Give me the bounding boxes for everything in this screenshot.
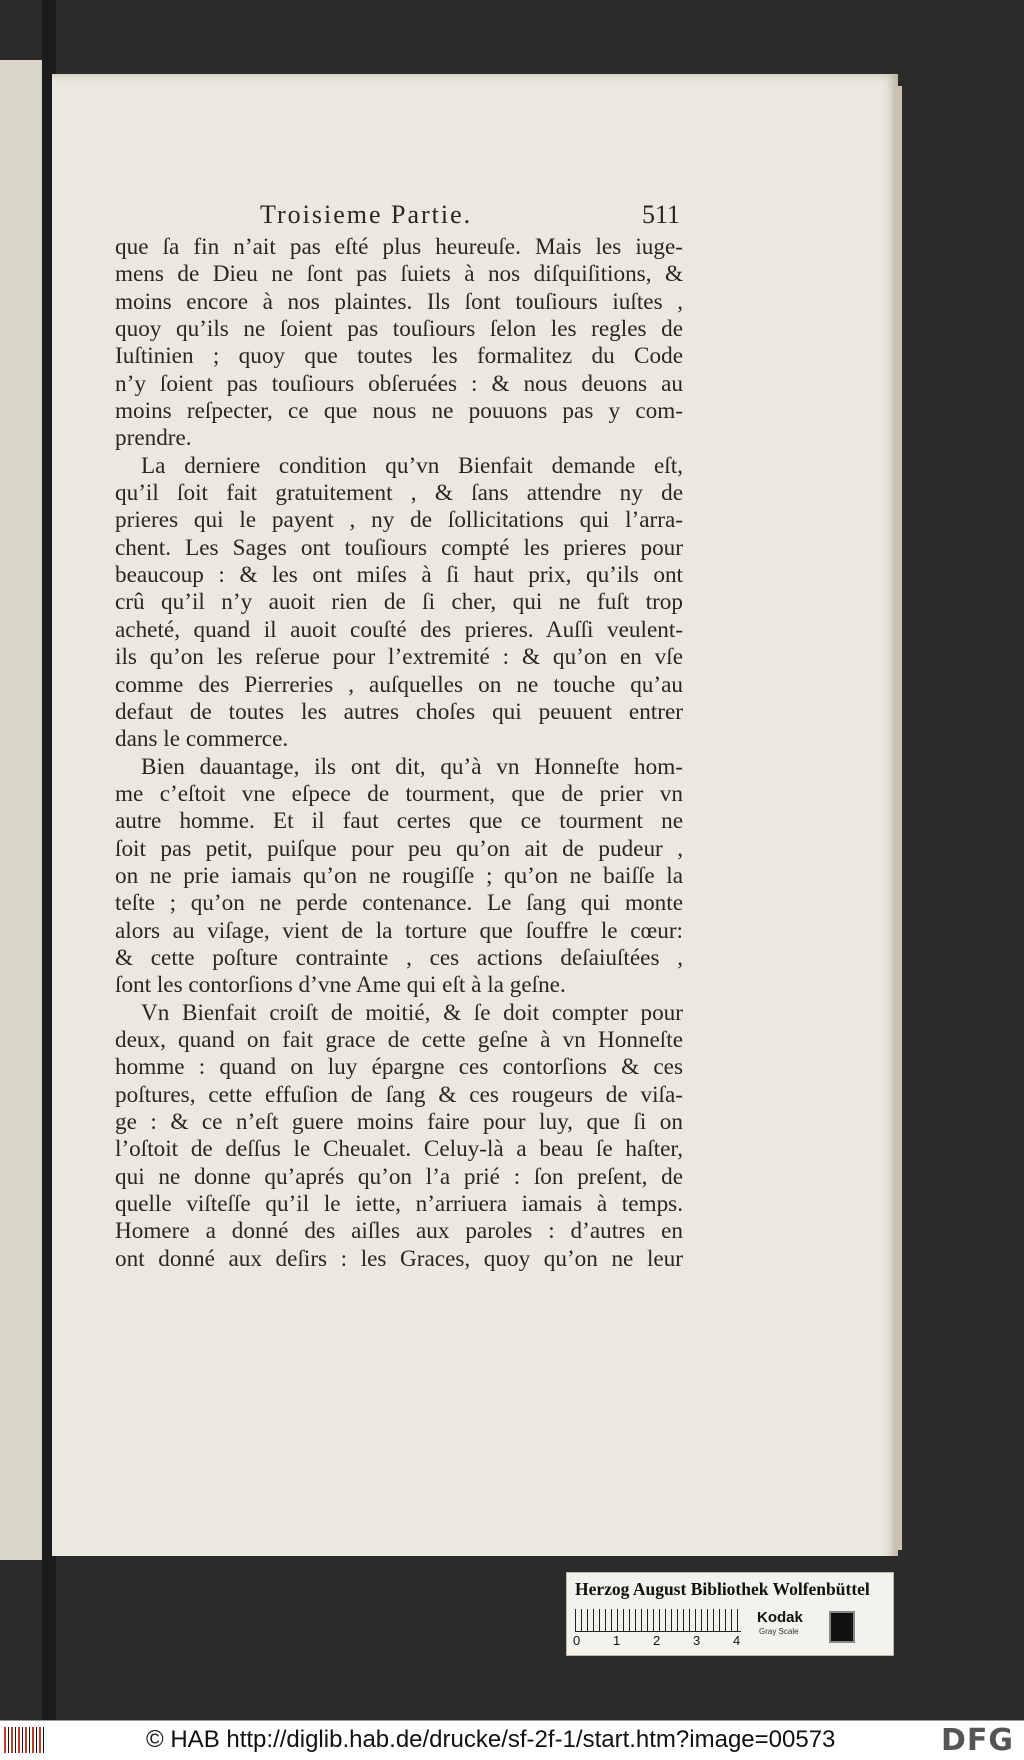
ruler-number: 3 [693, 1633, 701, 1648]
page-fore-edge [896, 86, 902, 1550]
facing-page-edge [0, 60, 42, 1560]
text-line: & cette poſture contrainte , ces actions deſaiuſtées , [115, 944, 683, 971]
text-line: prendre. [115, 425, 192, 452]
footer-bar [0, 1720, 1024, 1760]
ruler-number: 0 [573, 1633, 581, 1648]
text-line: dans le commerce. [115, 726, 289, 753]
text-line: Homere a donné des aiſles aux paroles : d’autres en [115, 1218, 683, 1245]
text-line: acheté, quand il auoit couſté des prieres. Auſſi veulent- [115, 616, 683, 643]
text-line: n’y ſoient pas touſiours obſeruées : & nous deuons au [115, 370, 683, 397]
text-line: teſte ; qu’on ne perde contenance. Le ſang qui monte [115, 890, 683, 917]
barcode-icon [4, 1727, 46, 1753]
institution-label: Herzog August Bibliothek Wolfenbüttel [575, 1579, 870, 1599]
text-line: beaucoup : & les ont miſes à ſi haut prix, qu’ils ont [115, 562, 683, 589]
ruler-ticks [575, 1609, 741, 1632]
text-line: Iuſtinien ; quoy que toutes les formalitez du Code [115, 343, 683, 370]
text-line: defaut de toutes les autres choſes qui peuuent entrer [115, 698, 683, 725]
source-link[interactable]: © HAB http://diglib.hab.de/drucke/sf-2f-1/start.htm?image=00573 [146, 1726, 836, 1753]
text-line: on ne prie iamais qu’on ne rougiſſe ; qu’on ne baiſſe la [115, 862, 683, 889]
text-line: que ſa fin n’ait pas eſté plus heureuſe. Mais les iuge- [115, 234, 683, 260]
color-calibration-card [566, 1572, 894, 1656]
running-head [128, 200, 680, 234]
gray-swatch [829, 1611, 855, 1643]
kodak-logo: Kodak [757, 1609, 803, 1626]
text-line: qui ne donne qu’aprés qu’on l’a prié : ſon preſent, de [115, 1163, 683, 1190]
ruler-number: 1 [613, 1633, 621, 1648]
text-line: quoy qu’ils ne ſoient pas touſiours ſelon les regles de [115, 316, 683, 343]
text-line: qu’il ſoit fait gratuitement , & ſans attendre ny de [115, 480, 683, 507]
dfg-logo: DFG [940, 1723, 1014, 1758]
gray-scale-label: Gray Scale [759, 1627, 799, 1636]
body-text [115, 234, 683, 1273]
text-line: me c’eſtoit vne eſpece de tourment, que de prier vn [115, 780, 683, 807]
page-number: 511 [641, 200, 680, 229]
text-line: Vn Bienfait croiſt de moitié, & ſe doit compter pour [141, 999, 683, 1026]
text-line: prieres qui le payent , ny de ſollicitations qui l’arra- [115, 507, 683, 534]
text-line: comme des Pierreries , auſquelles on ne touche qu’au [115, 671, 683, 698]
text-line: alors au viſage, vient de la torture que ſouffre le cœur: [115, 917, 683, 944]
ruler-number: 2 [653, 1633, 661, 1648]
text-line: ont donné aux deſirs : les Graces, quoy qu’on ne leur [115, 1245, 683, 1272]
text-line: Bien dauantage, ils ont dit, qu’à vn Honneſte hom- [141, 753, 683, 780]
text-line: l’oſtoit de deſſus le Cheualet. Celuy-là a beau ſe haſter, [115, 1136, 683, 1163]
text-line: ge : & ce n’eſt guere moins faire pour luy, que ſi on [115, 1109, 683, 1135]
text-line: mens de Dieu ne ſont pas ſuiets à nos diſquiſitions, & [115, 261, 683, 288]
text-line: poſtures, cette effuſion de ſang & ces rougeurs de viſa- [115, 1081, 683, 1108]
text-line: quelle viſteſſe qu’il le iette, n’arriuera iamais à temps. [115, 1191, 683, 1218]
text-line: moins encore à nos plaintes. Ils ſont touſiours iuſtes , [115, 288, 683, 315]
text-line: autre homme. Et il faut certes que ce tourment ne [115, 808, 683, 835]
ruler-number: 4 [733, 1633, 741, 1648]
text-line: La derniere condition qu’vn Bienfait demande eſt, [141, 452, 683, 479]
text-line: moins reſpecter, ce que nous ne pouuons pas y com- [115, 398, 683, 425]
ruler-numbers [573, 1633, 743, 1651]
text-line: homme : quand on luy épargne ces contorſions & ces [115, 1054, 683, 1081]
text-line: chent. Les Sages ont touſiours compté les prieres pour [115, 534, 683, 561]
text-line: crû qu’il n’y auoit rien de ſi cher, qui ne fuſt trop [115, 589, 683, 616]
text-line: deux, quand on fait grace de cette geſne à vn Honneſte [115, 1026, 683, 1053]
text-line: ſont les contorſions d’vne Ame qui eſt à la geſne. [115, 972, 566, 999]
running-title: Troisieme Partie. [260, 200, 473, 229]
text-line: ſoit pas petit, puiſque pour peu qu’on ait de pudeur , [115, 835, 683, 862]
text-line: ils qu’on les reſerue pour l’extremité : & qu’on en vſe [115, 644, 683, 671]
